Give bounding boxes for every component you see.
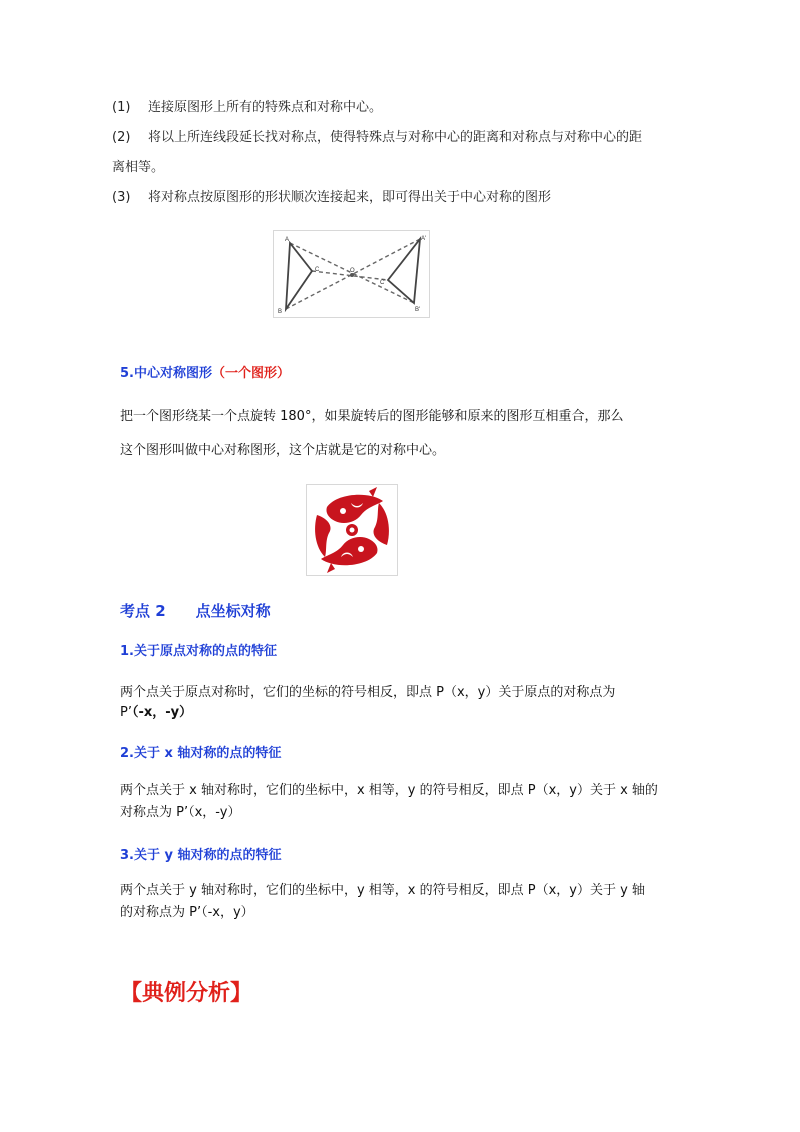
kaodian-heading	[120, 600, 271, 621]
section-5-heading	[120, 362, 290, 381]
step-text: 连接原图形上所有的特殊点和对称中心。	[148, 100, 383, 115]
central-symmetry-figure	[273, 230, 430, 318]
example-analysis-title: 【典例分析】	[120, 981, 253, 1006]
origin-symmetry-heading: 1.关于原点对称的点的特征	[120, 644, 277, 659]
section-5-line-2: 这个图形叫做中心对称图形，这个店就是它的对称中心。	[120, 443, 446, 458]
y-axis-symmetry-line-1: 两个点关于 y 轴对称时，它们的坐标中，y 相等，x 的符号相反，即点 P（x，y）关于 y 轴	[120, 883, 645, 898]
step-number: (2)	[112, 130, 131, 145]
label-b-prime: B'	[415, 307, 421, 313]
step-2-continued: 离相等。	[112, 160, 165, 175]
y-axis-symmetry-line-2: 的对称点为 P’（-x，y）	[120, 905, 254, 920]
section-5-title-paren: （一个图形）	[211, 366, 290, 381]
step-number: (1)	[112, 100, 131, 115]
papercut-image	[306, 484, 398, 576]
y-axis-symmetry-heading: 3.关于 y 轴对称的点的特征	[120, 848, 282, 863]
label-c: C	[315, 267, 320, 273]
step-number: (3)	[112, 190, 131, 205]
step-3	[112, 188, 551, 208]
step-text: 将以上所连线段延长找对称点，使得特殊点与对称中心的距离和对称点与对称中心的距	[148, 130, 643, 145]
point-p-prime: P’	[120, 705, 132, 720]
section-5-title: 5.中心对称图形	[120, 366, 212, 381]
origin-symmetry-line-1: 两个点关于原点对称时，它们的坐标的符号相反，即点 P（x，y）关于原点的对称点为	[120, 685, 616, 700]
x-axis-symmetry-heading: 2.关于 x 轴对称的点的特征	[120, 746, 282, 761]
label-c-prime: C'	[380, 280, 386, 286]
label-a-prime: A'	[421, 236, 427, 242]
papercut-fish-icon	[307, 485, 397, 575]
step-text: 将对称点按原图形的形状顺次连接起来，即可得出关于中心对称的图形	[148, 190, 552, 205]
x-axis-symmetry-line-1: 两个点关于 x 轴对称时，它们的坐标中，x 相等，y 的符号相反，即点 P（x，y）关于 x 轴的	[120, 783, 658, 798]
triangles-diagram	[274, 231, 429, 317]
origin-symmetric-coords: （-x，-y）	[131, 705, 193, 720]
kaodian-label: 考点 2	[120, 602, 166, 620]
step-1	[112, 98, 382, 118]
section-5-line-1: 把一个图形绕某一个点旋转 180°，如果旋转后的图形能够和原来的图形互相重合，那么	[120, 409, 624, 424]
step-2	[112, 128, 642, 148]
label-a: A	[285, 237, 290, 243]
label-b: B	[278, 309, 283, 315]
origin-symmetry-line-2	[120, 702, 192, 724]
kaodian-title: 点坐标对称	[195, 602, 271, 620]
label-o: O	[350, 268, 355, 274]
x-axis-symmetry-line-2: 对称点为 P’（x，-y）	[120, 805, 241, 820]
